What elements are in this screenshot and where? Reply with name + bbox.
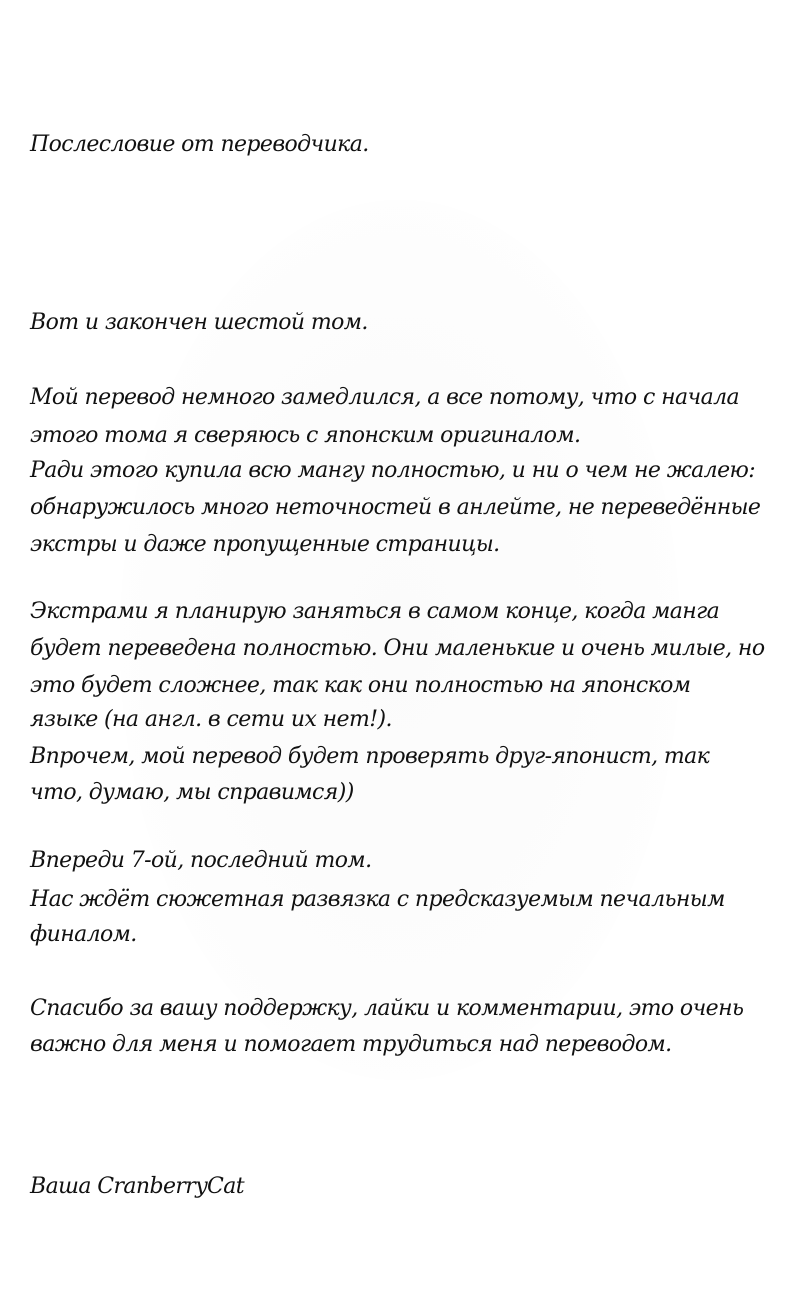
paragraph-4-line-1: Впереди 7-ой, последний том. [30,848,372,873]
paragraph-5-line-1: Спасибо за вашу поддержку, лайки и комментарии, это очень [30,996,744,1021]
paragraph-3-line-5: Впрочем, мой перевод будет проверять друг-японист, так [30,744,710,769]
paragraph-2-line-2: этого тома я сверяюсь с японским оригиналом. [30,423,581,448]
paragraph-2-line-4: обнаружилось много неточностей в анлейте, не переведённые [30,495,761,520]
paragraph-2-line-3: Ради этого купила всю мангу полностью, и ни о чем не жалею: [30,458,756,483]
paragraph-2-line-1: Мой перевод немного замедлился, а все потому, что с начала [30,385,740,410]
paragraph-3-line-3: это будет сложнее, так как они полностью на японском [30,673,691,698]
paragraph-3-line-2: будет переведена полностью. Они маленькие и очень милые, но [30,636,765,661]
paragraph-3-line-4: языке (на англ. в сети их нет!). [30,707,392,732]
paragraph-5-line-2: важно для меня и помогает трудиться над переводом. [30,1032,672,1057]
paragraph-2-line-5: экстры и даже пропущенные страницы. [30,532,500,557]
paragraph-4-line-3: финалом. [30,922,137,947]
paragraph-3-line-6: что, думаю, мы справимся)) [30,780,354,805]
paragraph-1-line-1: Вот и закончен шестой том. [30,310,368,335]
page-title: Послесловие от переводчика. [30,132,369,157]
paragraph-3-line-1: Экстрами я планирую заняться в самом конце, когда манга [30,599,720,624]
paragraph-4-line-2: Нас ждёт сюжетная развязка с предсказуемым печальным [30,887,725,912]
signature: Ваша CranberryCat [30,1174,245,1199]
